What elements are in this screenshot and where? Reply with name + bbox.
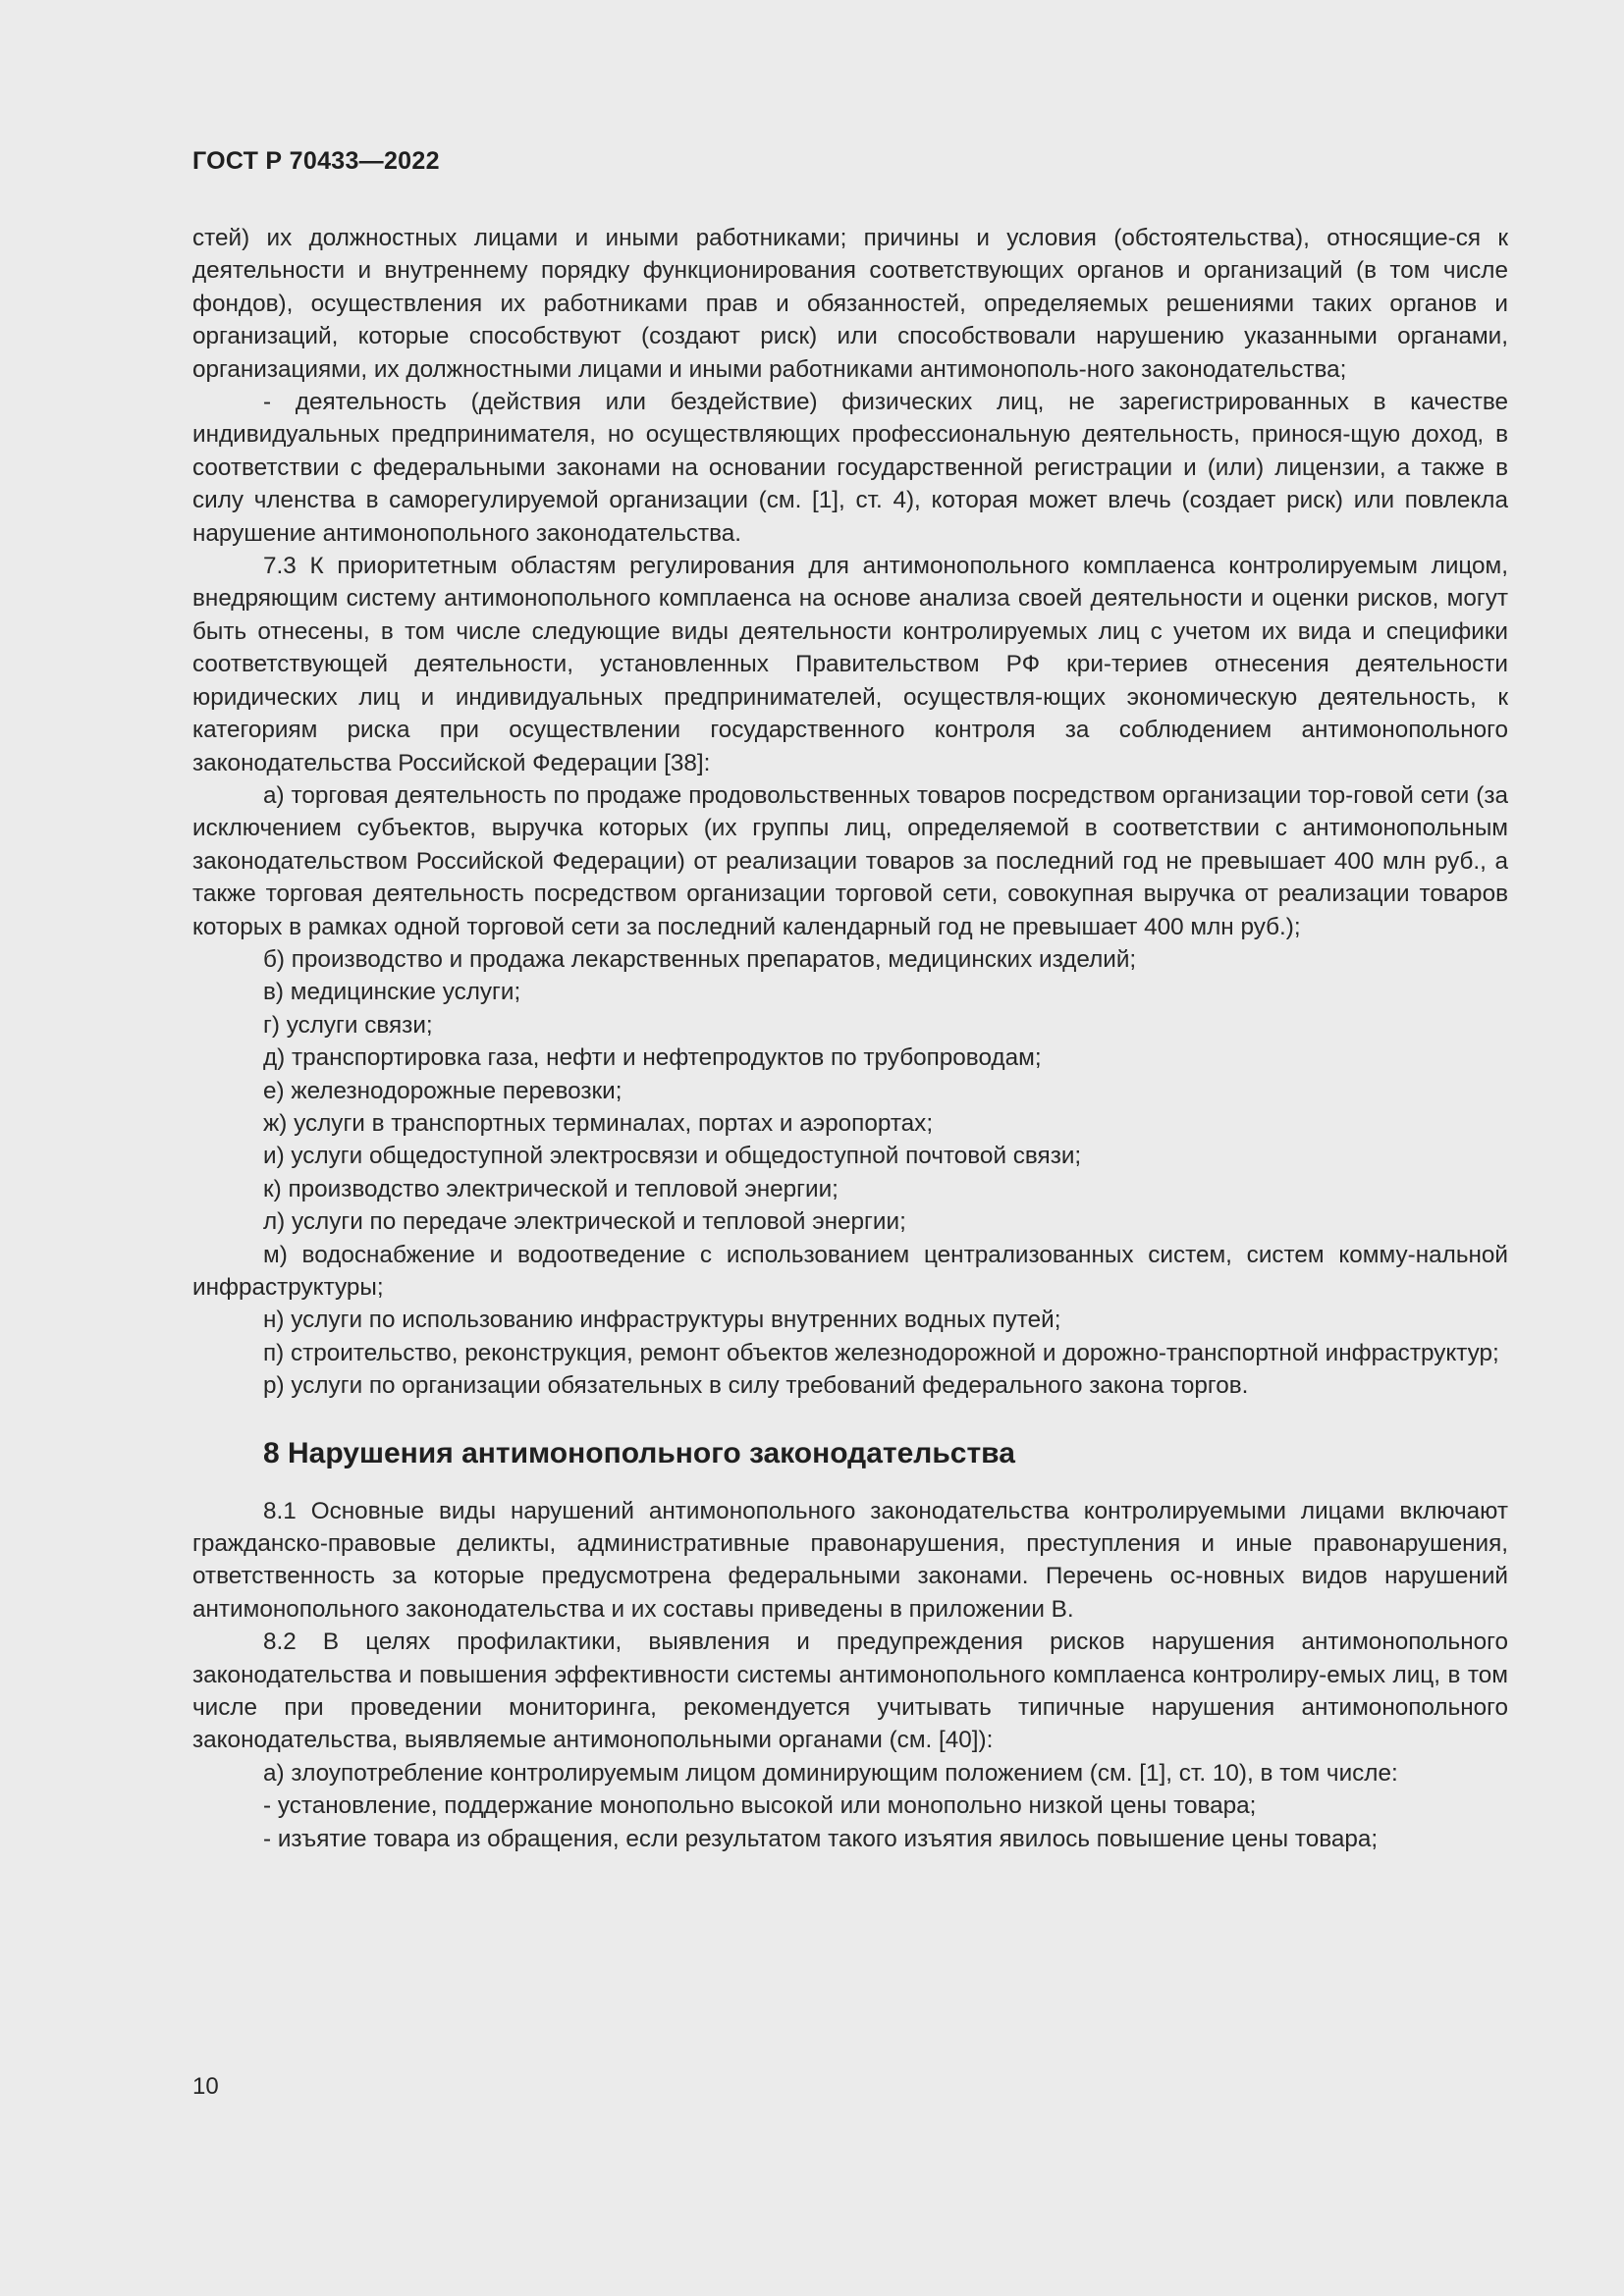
list-item-8-2-a: а) злоупотребление контролируемым лицом доминирующим положением (см. [1], ст. 10), в том числе: bbox=[263, 1759, 1398, 1787]
page-body bbox=[192, 222, 1508, 1855]
list-item-i: и) услуги общедоступной электросвязи и общедоступной почтовой связи; bbox=[263, 1143, 1082, 1170]
paragraph-individuals: - деятельность (действия или бездействие) физических лиц, не зарегистрированных в качестве индивидуальных предпринимателя, но осуществляющих профессиональную деятельность, принося-щую доход, в соответствии с федеральными законами на основании государственной регистрации и (или) лицензии, а также в силу членства в саморегулируемой организации (см. [1], ст. 4), которая может влечь (создает риск) или повлекла нарушение антимонопольного законодательства. bbox=[192, 389, 1508, 547]
list-item-e: е) железнодорожные перевозки; bbox=[263, 1077, 623, 1104]
dash-item-withdrawal: - изъятие товара из обращения, если результатом такого изъятия явилось повышение цены товара; bbox=[263, 1825, 1379, 1852]
list-item-r: р) услуги по организации обязательных в силу требований федерального закона торгов. bbox=[263, 1372, 1249, 1400]
list-item-b: б) производство и продажа лекарственных препаратов, медицинских изделий; bbox=[263, 945, 1137, 973]
list-item-zh: ж) услуги в транспортных терминалах, портах и аэропортах; bbox=[263, 1109, 934, 1137]
document-code-header: ГОСТ Р 70433—2022 bbox=[192, 147, 440, 175]
list-item-n: н) услуги по использованию инфраструктуры внутренних водных путей; bbox=[263, 1307, 1061, 1334]
list-item-l: л) услуги по передаче электрической и тепловой энергии; bbox=[263, 1208, 906, 1236]
section-8-heading: 8 Нарушения антимонопольного законодательства bbox=[263, 1436, 1015, 1469]
paragraph-8-2: 8.2 В целях профилактики, выявления и предупреждения рисков нарушения антимонопольного законодательства и повышения эффективности системы антимонопольного комплаенса контролиру-емых лиц, в том числе при проведении мониторинга, рекомендуется учитывать типичные нарушения антимонопольного законодательства, выявляемые антимонопольными органами (см. [40]): bbox=[192, 1629, 1508, 1754]
list-item-m: м) водоснабжение и водоотведение с использованием централизованных систем, систем комму-нальной инфраструктуры; bbox=[192, 1241, 1508, 1301]
paragraph-7-3: 7.3 К приоритетным областям регулирования для антимонопольного комплаенса контролируемым лицом, внедряющим систему антимонопольного комплаенса на основе анализа своей деятельности и оценки рисков, могут быть отнесены, в том числе следующие виды деятельности контролируемых лиц с учетом их вида и специфики соответствующей деятельности, установленных Правительством РФ кри-териев отнесения деятельности юридических лиц и индивидуальных предпринимателей, осуществля-ющих экономическую деятельность, к категориям риска при осуществлении государственного контроля за соблюдением антимонопольного законодательства Российской Федерации [38]: bbox=[192, 553, 1508, 776]
page-number: 10 bbox=[192, 2073, 219, 2100]
list-item-g: г) услуги связи; bbox=[263, 1011, 433, 1039]
list-item-v: в) медицинские услуги; bbox=[263, 979, 521, 1006]
list-item-a: а) торговая деятельность по продаже продовольственных товаров посредством организации тор-говой сети (за исключением субъектов, выручка которых (их группы лиц, определяемой в соответствии с антимонопольным законодательством Российской Федерации) от реализации товаров за последний год не превышает 400 млн руб., а также торговая деятельность посредством организации торговой сети, совокупная выручка от реализации товаров которых в рамках одной торговой сети за последний календарный год не превышает 400 млн руб.); bbox=[192, 781, 1508, 940]
paragraph-continuation: стей) их должностных лицами и иными работниками; причины и условия (обстоятельства), относящие-ся к деятельности и внутреннему порядку функционирования соответствующих органов и организаций (в том числе фондов), осуществления их работниками прав и обязанностей, определяемых решениями таких органов и организаций, которые способствуют (создают риск) или способствовали нарушению указанными органами, организациями, их должностными лицами и иными работниками антимонополь-ного законодательства; bbox=[192, 225, 1508, 383]
dash-item-price: - установление, поддержание монопольно высокой или монопольно низкой цены товара; bbox=[263, 1792, 1257, 1820]
list-item-p: п) строительство, реконструкция, ремонт объектов железнодорожной и дорожно-транспортной инфраструктур; bbox=[263, 1339, 1499, 1366]
list-item-k: к) производство электрической и тепловой энергии; bbox=[263, 1175, 839, 1202]
paragraph-8-1: 8.1 Основные виды нарушений антимонопольного законодательства контролируемыми лицами включают гражданско-правовые деликты, административные правонарушения, преступления и иные правонарушения, ответственность за которые предусмотрена федеральными законами. Перечень ос-новных видов нарушений антимонопольного законодательства и их составы приведены в приложении В. bbox=[192, 1497, 1508, 1623]
list-item-d: д) транспортировка газа, нефти и нефтепродуктов по трубопроводам; bbox=[263, 1044, 1042, 1072]
